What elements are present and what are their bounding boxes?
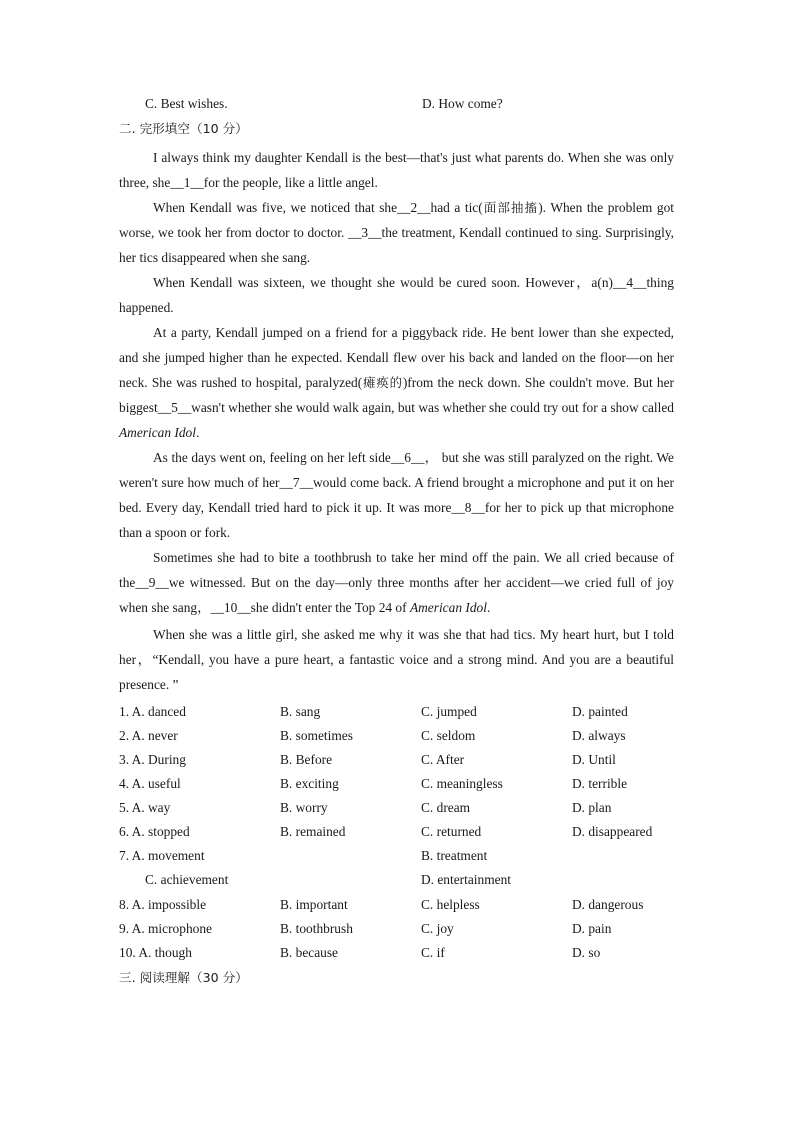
answer-option-a: 6. A. stopped bbox=[119, 824, 190, 839]
passage-text: As the days went on, feeling on her left side__6__， but she was still paralyzed on the right. We weren't sure how much of her__7__would come back. A friend brought a microphone and put it on her bed. Every day, Kendall tried hard to pick it up. It was more__8__for her to pick up that microphone than a spoon or fork. bbox=[119, 450, 674, 540]
question-row bbox=[119, 823, 719, 841]
answer-option-b: B. important bbox=[280, 897, 348, 912]
answer-option-d: D. dangerous bbox=[572, 897, 644, 912]
passage-text: When she was a little girl, she asked me why it was she that had tics. My heart hurt, but I told her，“Kendall, you have a pure heart, a fantastic voice and a strong mind. And you are a beautiful presence. ” bbox=[119, 627, 674, 692]
passage-text: )from the neck down. She couldn't move. But her biggest__5__wasn't whether she would walk again, but was whether she could try out for a show called bbox=[119, 375, 674, 415]
question-row bbox=[119, 751, 719, 769]
answer-option-c: C. After bbox=[421, 752, 465, 767]
passage-text: ). When the problem got worse, we took her from doctor to doctor. __3__the treatment, Kendall continued to sing. Surprisingly, her tics disappeared when she sang. bbox=[119, 200, 674, 265]
question-row bbox=[119, 799, 719, 817]
answer-option-d: D. pain bbox=[572, 921, 612, 936]
question-row bbox=[119, 703, 719, 721]
question-row bbox=[119, 847, 719, 865]
passage-paragraph bbox=[119, 622, 674, 697]
answer-option-b: B. toothbrush bbox=[280, 921, 353, 936]
passage-text: I always think my daughter Kendall is the best—that's just what parents do. When she was only three, she__1__for the people, like a little angel. bbox=[119, 150, 674, 190]
answer-option-c: B. treatment bbox=[421, 848, 488, 863]
question-row bbox=[119, 871, 719, 889]
answer-option-a: 1. A. danced bbox=[119, 704, 186, 719]
answer-option-d: D. painted bbox=[572, 704, 628, 719]
passage-paragraph bbox=[119, 445, 674, 545]
answer-option-c: C. jumped bbox=[421, 704, 477, 719]
answer-option-a: 8. A. impossible bbox=[119, 897, 207, 912]
answer-option-b: B. exciting bbox=[280, 776, 339, 791]
passage-text: 瘫痪的 bbox=[362, 375, 403, 390]
answer-option-c: C. seldom bbox=[421, 728, 476, 743]
passage-text: . bbox=[195, 425, 200, 440]
answer-option-b: B. worry bbox=[280, 800, 328, 815]
answer-option-d: D. so bbox=[572, 945, 601, 960]
question-row bbox=[119, 896, 719, 914]
answer-option-b: B. sang bbox=[280, 704, 321, 719]
answer-option-c: C. dream bbox=[421, 800, 471, 815]
answer-option-d: D. disappeared bbox=[572, 824, 653, 839]
answer-option-c: C. returned bbox=[421, 824, 482, 839]
answer-option-a: 4. A. useful bbox=[119, 776, 181, 791]
question-row bbox=[119, 920, 719, 938]
passage-text: . bbox=[486, 600, 491, 615]
option-c-best-wishes: C. Best wishes. bbox=[145, 96, 228, 111]
passage-text: 面部抽搐 bbox=[482, 200, 539, 215]
passage-text: Sometimes she had to bite a toothbrush to take her mind off the pain. We all cried because of the__9__we witnessed. But on the day—only three months after her accident—we cried full of joy when she sang，__10__she didn't enter the Top 24 of bbox=[119, 550, 674, 615]
answer-option-a: 3. A. During bbox=[119, 752, 186, 767]
answer-option-c: D. entertainment bbox=[421, 872, 511, 887]
section3-heading: 三. 阅读理解（30 分） bbox=[119, 970, 248, 985]
question-row bbox=[119, 727, 719, 745]
answer-option-a: 5. A. way bbox=[119, 800, 171, 815]
answer-option-c: C. if bbox=[421, 945, 445, 960]
answer-option-b: B. Before bbox=[280, 752, 333, 767]
passage-paragraph bbox=[119, 195, 674, 270]
answer-option-a: 7. A. movement bbox=[119, 848, 205, 863]
passage-paragraph bbox=[119, 145, 674, 195]
answer-option-b: B. because bbox=[280, 945, 339, 960]
answer-option-b: B. remained bbox=[280, 824, 346, 839]
answer-option-a: C. achievement bbox=[145, 872, 229, 887]
answer-option-d: D. plan bbox=[572, 800, 612, 815]
answer-option-d: D. always bbox=[572, 728, 626, 743]
option-d-how-come: D. How come? bbox=[422, 96, 503, 111]
question-row bbox=[119, 944, 719, 962]
passage-text: When Kendall was five, we noticed that she__2__had a tic( bbox=[153, 200, 483, 215]
answer-option-a: 10. A. though bbox=[119, 945, 192, 960]
answer-option-c: C. joy bbox=[421, 921, 454, 936]
answer-option-a: 9. A. microphone bbox=[119, 921, 212, 936]
answer-option-b: B. sometimes bbox=[280, 728, 353, 743]
answer-option-d: D. Until bbox=[572, 752, 616, 767]
answer-option-d: D. terrible bbox=[572, 776, 628, 791]
answer-option-c: C. helpless bbox=[421, 897, 480, 912]
answer-option-c: C. meaningless bbox=[421, 776, 503, 791]
passage-paragraph bbox=[119, 270, 674, 320]
passage-paragraph bbox=[119, 545, 674, 620]
show-title: American Idol bbox=[409, 600, 487, 615]
section2-heading: 二. 完形填空（10 分） bbox=[119, 121, 248, 136]
passage-text: When Kendall was sixteen, we thought she would be cured soon. However，a(n)__4__thing happened. bbox=[119, 275, 674, 315]
show-title: American Idol bbox=[119, 425, 196, 440]
passage-text: At a party, Kendall jumped on a friend for a piggyback ride. He bent lower than she expected, and she jumped higher than he expected. Kendall flew over his back and landed on the floor—on her neck. She was rushed to hospital, paralyzed( bbox=[119, 325, 674, 390]
question-row bbox=[119, 775, 719, 793]
passage-paragraph bbox=[119, 320, 674, 445]
answer-option-a: 2. A. never bbox=[119, 728, 178, 743]
